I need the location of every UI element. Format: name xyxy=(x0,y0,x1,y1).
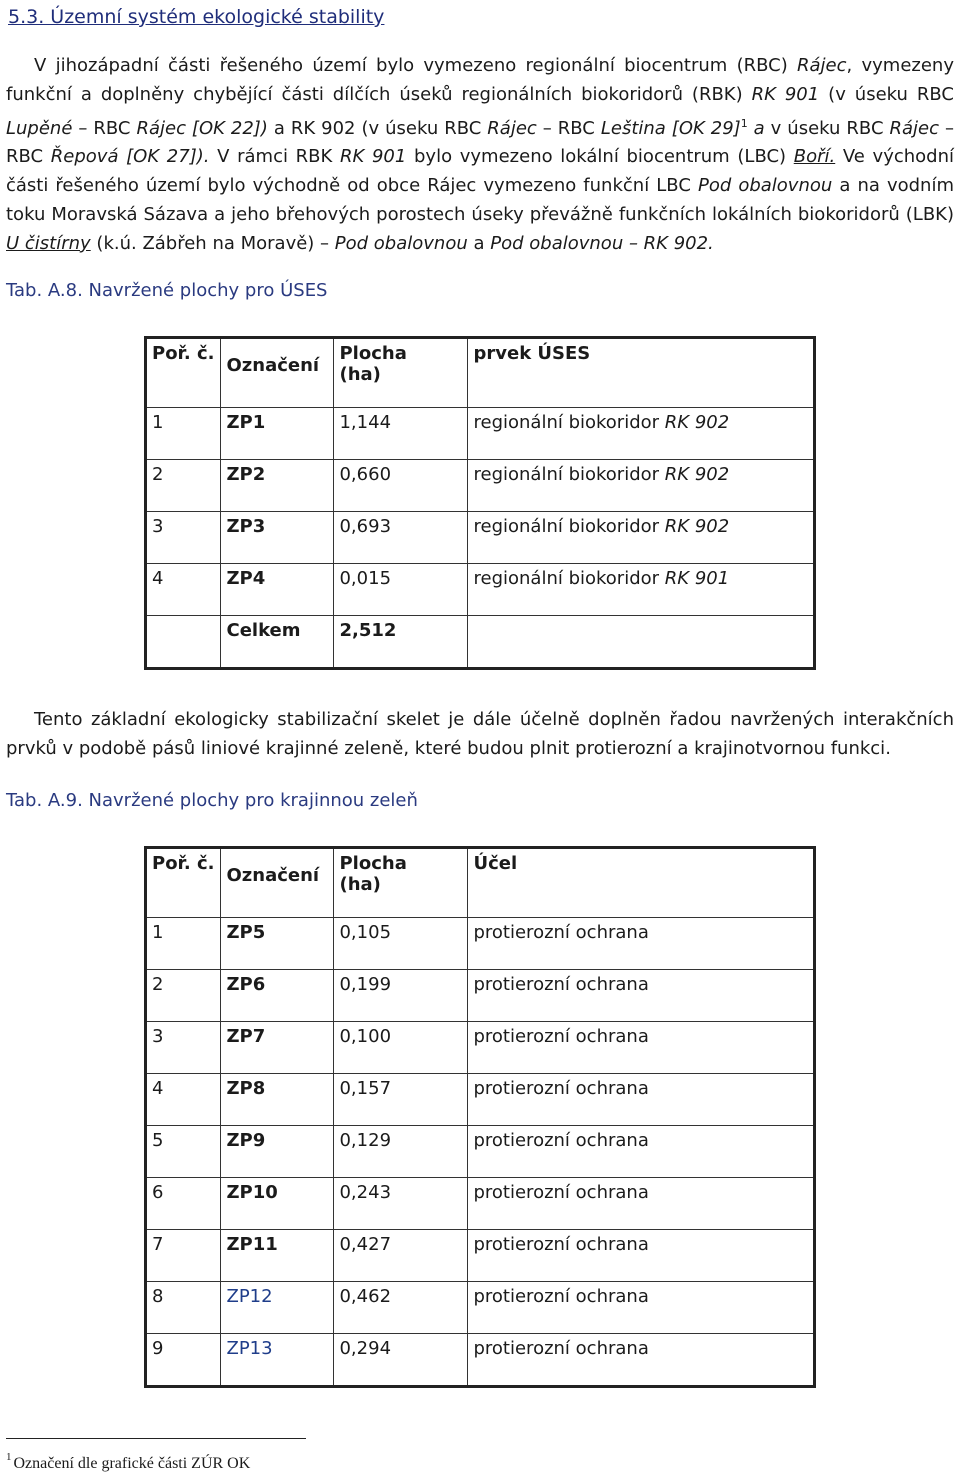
footnote xyxy=(6,1446,250,1475)
cell-area: 0,105 xyxy=(334,918,468,970)
cell-number: 1 xyxy=(146,408,221,460)
cell-id: ZP6 xyxy=(221,970,334,1022)
cell-id: ZP11 xyxy=(221,1230,334,1282)
table-row xyxy=(146,460,815,512)
footnote-text: Označení dle grafické části ZÚR OK xyxy=(13,1455,251,1472)
cell-number: 4 xyxy=(146,564,221,616)
cell-purpose: protierozní ochrana xyxy=(468,1074,815,1126)
cell-empty xyxy=(146,616,221,669)
cell-purpose: protierozní ochrana xyxy=(468,1230,815,1282)
cell-area: 0,129 xyxy=(334,1126,468,1178)
cell-area: 0,294 xyxy=(334,1334,468,1387)
header-plocha: Plocha (ha) xyxy=(334,338,468,408)
header-por: Poř. č. xyxy=(146,848,221,918)
cell-number: 6 xyxy=(146,1178,221,1230)
cell-number: 8 xyxy=(146,1282,221,1334)
cell-area: 0,693 xyxy=(334,512,468,564)
table-row xyxy=(146,1230,815,1282)
cell-area: 0,199 xyxy=(334,970,468,1022)
table-row xyxy=(146,1334,815,1387)
cell-number: 7 xyxy=(146,1230,221,1282)
footnote-mark: 1 xyxy=(6,1451,12,1463)
cell-area: 0,100 xyxy=(334,1022,468,1074)
table-row xyxy=(146,1126,815,1178)
cell-number: 9 xyxy=(146,1334,221,1387)
cell-element: regionální biokoridor RK 902 xyxy=(468,460,815,512)
table-row xyxy=(146,1022,815,1074)
intro-paragraph: V jihozápadní části řešeného území bylo vymezeno regionální biocentrum (RBC) Rájec, vymezeny funkční a doplněny chybějící části dílčích úseků regionálních biokoridorů (RBK) RK 901 (v úseku RBC Lupěné – RBC Rájec [OK 22]) a RK 902 (v úseku RBC Rájec – RBC Leština [OK 29]$^1$ a v úseku RBC Rájec – RBC Řepová [OK 27]). V rámci RBK RK 901 bylo vymezeno lokální biocentrum (LBC) Boří. Ve východní části řešeného území bylo východně od obce Rájec vymezeno funkční LBC Pod obalovnou a na vodním toku Moravská Sázava a jeho břehových porostech úseky převážně funkčních lokálních biokoridorů (LBK) U čistírny (k.ú. Zábřeh na Moravě) – Pod obalovnou a Pod obalovnou – RK 902. xyxy=(6,55,955,254)
cell-purpose: protierozní ochrana xyxy=(468,1178,815,1230)
cell-id: ZP8 xyxy=(221,1074,334,1126)
total-label: Celkem xyxy=(221,616,334,669)
table-row xyxy=(146,1178,815,1230)
cell-number: 4 xyxy=(146,1074,221,1126)
table-row xyxy=(146,1282,815,1334)
cell-area: 0,015 xyxy=(334,564,468,616)
header-oznaceni: Označení xyxy=(221,848,334,918)
table-header-row xyxy=(146,338,815,408)
section-title: 5.3. Územní systém ekologické stability xyxy=(8,6,385,28)
table1-caption: Tab. A.8. Navržené plochy pro ÚSES xyxy=(6,280,328,301)
header-plocha: Plocha (ha) xyxy=(334,848,468,918)
table-row xyxy=(146,408,815,460)
cell-number: 2 xyxy=(146,970,221,1022)
cell-element: regionální biokoridor RK 902 xyxy=(468,512,815,564)
header-prvek: prvek ÚSES xyxy=(468,338,815,408)
cell-id: ZP13 xyxy=(221,1334,334,1387)
cell-area: 1,144 xyxy=(334,408,468,460)
cell-id: ZP4 xyxy=(221,564,334,616)
cell-element: regionální biokoridor RK 901 xyxy=(468,564,815,616)
header-por: Poř. č. xyxy=(146,338,221,408)
cell-number: 1 xyxy=(146,918,221,970)
table-row xyxy=(146,1074,815,1126)
table-row xyxy=(146,970,815,1022)
footnote-divider xyxy=(6,1438,306,1439)
cell-id: ZP5 xyxy=(221,918,334,970)
header-ucel: Účel xyxy=(468,848,815,918)
cell-area: 0,157 xyxy=(334,1074,468,1126)
cell-empty xyxy=(468,616,815,669)
cell-purpose: protierozní ochrana xyxy=(468,1282,815,1334)
greenery-table xyxy=(144,846,816,1388)
table-row xyxy=(146,564,815,616)
uses-table xyxy=(144,336,816,670)
interaction-paragraph: Tento základní ekologicky stabilizační skelet je dále účelně doplněn řadou navržených interakčních prvků v podobě pásů liniové krajinné zeleně, které budou plnit protierozní a krajinotvornou funkci. xyxy=(6,709,954,759)
table-total-row xyxy=(146,616,815,669)
cell-id: ZP9 xyxy=(221,1126,334,1178)
cell-purpose: protierozní ochrana xyxy=(468,918,815,970)
cell-id: ZP12 xyxy=(221,1282,334,1334)
cell-area: 0,243 xyxy=(334,1178,468,1230)
cell-number: 3 xyxy=(146,512,221,564)
header-oznaceni: Označení xyxy=(221,338,334,408)
cell-purpose: protierozní ochrana xyxy=(468,970,815,1022)
cell-number: 3 xyxy=(146,1022,221,1074)
table-row xyxy=(146,918,815,970)
cell-number: 2 xyxy=(146,460,221,512)
cell-id: ZP10 xyxy=(221,1178,334,1230)
cell-id: ZP3 xyxy=(221,512,334,564)
cell-id: ZP7 xyxy=(221,1022,334,1074)
cell-number: 5 xyxy=(146,1126,221,1178)
cell-purpose: protierozní ochrana xyxy=(468,1334,815,1387)
table2-caption: Tab. A.9. Navržené plochy pro krajinnou zeleň xyxy=(6,790,418,811)
cell-element: regionální biokoridor RK 902 xyxy=(468,408,815,460)
cell-area: 0,427 xyxy=(334,1230,468,1282)
total-value: 2,512 xyxy=(334,616,468,669)
footnote-reference[interactable]: 1 xyxy=(740,116,748,130)
cell-id: ZP1 xyxy=(221,408,334,460)
cell-area: 0,462 xyxy=(334,1282,468,1334)
cell-area: 0,660 xyxy=(334,460,468,512)
table-row xyxy=(146,512,815,564)
table-header-row xyxy=(146,848,815,918)
cell-purpose: protierozní ochrana xyxy=(468,1022,815,1074)
cell-purpose: protierozní ochrana xyxy=(468,1126,815,1178)
cell-id: ZP2 xyxy=(221,460,334,512)
